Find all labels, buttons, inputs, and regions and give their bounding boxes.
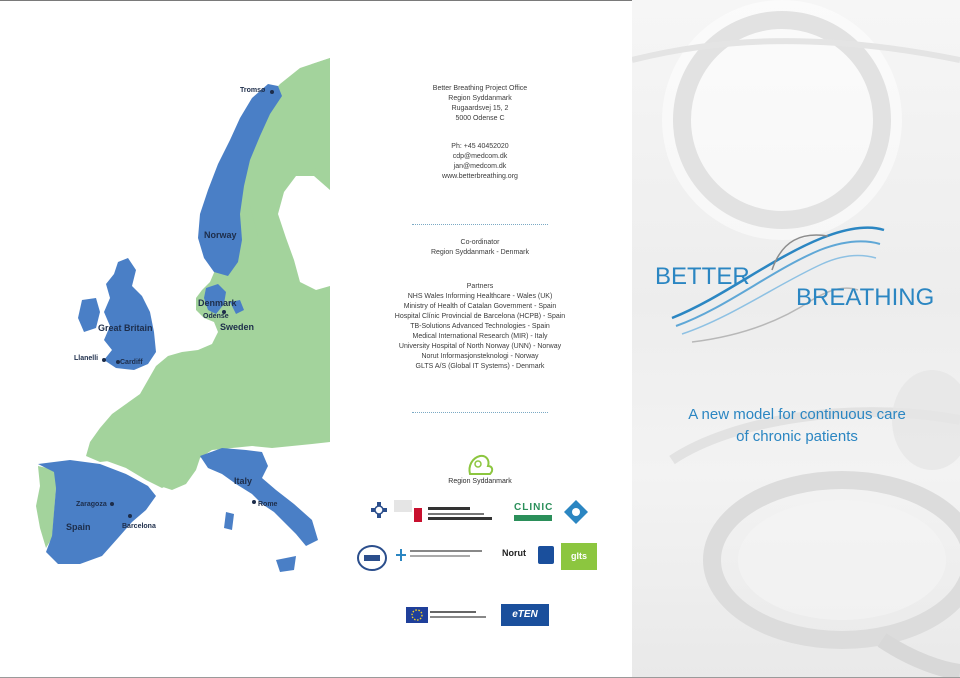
dotted-divider [412, 412, 548, 413]
europe-map [0, 52, 330, 582]
coordinator-heading: Co-ordinator [460, 239, 500, 246]
partners-block [360, 282, 600, 372]
map-city-zaragoza: Zaragoza [76, 501, 107, 508]
tagline-line: A new model for continuous care [688, 406, 906, 423]
office-line: Better Breathing Project Office [432, 85, 528, 92]
cover-tagline [662, 404, 932, 448]
coordinator-block [360, 238, 600, 258]
partners-heading: Partners [466, 283, 494, 290]
eten-logo: eTEN [501, 604, 549, 626]
norut-logo-icon [538, 546, 554, 564]
glts-logo: glts [561, 543, 597, 570]
partner-logo-nhs-icon [394, 500, 412, 512]
map-city-odense: Odense [203, 313, 229, 320]
tagline-line: of chronic patients [736, 428, 858, 445]
eu-flag-icon [406, 607, 428, 623]
contact-info [360, 142, 600, 182]
map-city-tromso: Tromsø [240, 87, 266, 94]
partner-item: NHS Wales Informing Healthcare - Wales (UK) [407, 293, 553, 300]
office-line: Region Syddanmark [448, 95, 512, 102]
partner-item: GLTS A/S (Global IT Systems) - Denmark [415, 363, 545, 370]
region-syddanmark-icon [440, 452, 520, 478]
norut-logo: Norut [502, 548, 526, 558]
partner-item: Norut Informasjonsteknologi - Norway [421, 353, 539, 360]
cover-panel [632, 0, 960, 677]
dotted-divider [412, 224, 548, 225]
map-label-italy: Italy [234, 476, 253, 486]
project-office-address [360, 84, 600, 124]
partner-item: TB-Solutions Advanced Technologies - Spain [410, 323, 550, 330]
map-land-ireland [78, 298, 100, 332]
region-syddanmark-logo [440, 452, 520, 492]
tb-solutions-logo-icon [562, 498, 590, 528]
unn-logo-icon [396, 548, 406, 560]
map-label-sweden: Sweden [220, 322, 255, 332]
partner-logo-generalitat-icon [428, 506, 496, 522]
partner-item: Ministry of Health of Catalan Government - Spain [403, 303, 557, 310]
clinic-logo-text: CLINIC [514, 502, 554, 513]
map-country-spain [38, 460, 156, 564]
contact-email[interactable]: jan@medcom.dk [453, 163, 507, 170]
partner-item: Hospital Clínic Provincial de Barcelona (HCPB) - Spain [394, 313, 566, 320]
unn-logo-text-icon [410, 549, 486, 561]
contact-email[interactable]: cdp@medcom.dk [452, 153, 508, 160]
map-label-norway: Norway [204, 230, 237, 240]
map-label-denmark: Denmark [198, 298, 237, 308]
partner-item: Medical International Research (MIR) - Italy [412, 333, 548, 340]
map-label-spain: Spain [66, 522, 91, 532]
partner-item: University Hospital of North Norway (UNN) - Norway [398, 343, 562, 350]
map-city-cardiff: Cardiff [120, 359, 143, 366]
brand-title-breathing: BREATHING [796, 284, 935, 311]
map-city-llanelli: Llanelli [74, 355, 99, 362]
contact-phone: Ph: +45 40452020 [451, 143, 509, 150]
office-line: 5000 Odense C [455, 115, 505, 122]
map-city-barcelona: Barcelona [122, 523, 156, 530]
eu-logo-text-icon [430, 609, 490, 621]
contact-website-link[interactable]: www.betterbreathing.org [442, 173, 518, 180]
office-line: Rugaardsvej 15, 2 [451, 105, 509, 112]
clinic-logo [514, 502, 554, 530]
map-country-italy [200, 448, 318, 546]
region-syddanmark-text: Region Syddanmark [448, 478, 512, 485]
map-city-rome: Rome [258, 501, 278, 508]
map-country-great-britain [104, 258, 156, 370]
coordinator-value: Region Syddanmark - Denmark [430, 249, 530, 256]
brand-title-better: BETTER [655, 263, 750, 290]
map-label-great-britain: Great Britain [98, 323, 153, 333]
partner-logo-catalan-icon [414, 508, 422, 522]
mir-logo-icon [356, 544, 388, 572]
partner-logo-cross-icon [368, 500, 390, 520]
wave-swoosh-icon [632, 0, 960, 677]
